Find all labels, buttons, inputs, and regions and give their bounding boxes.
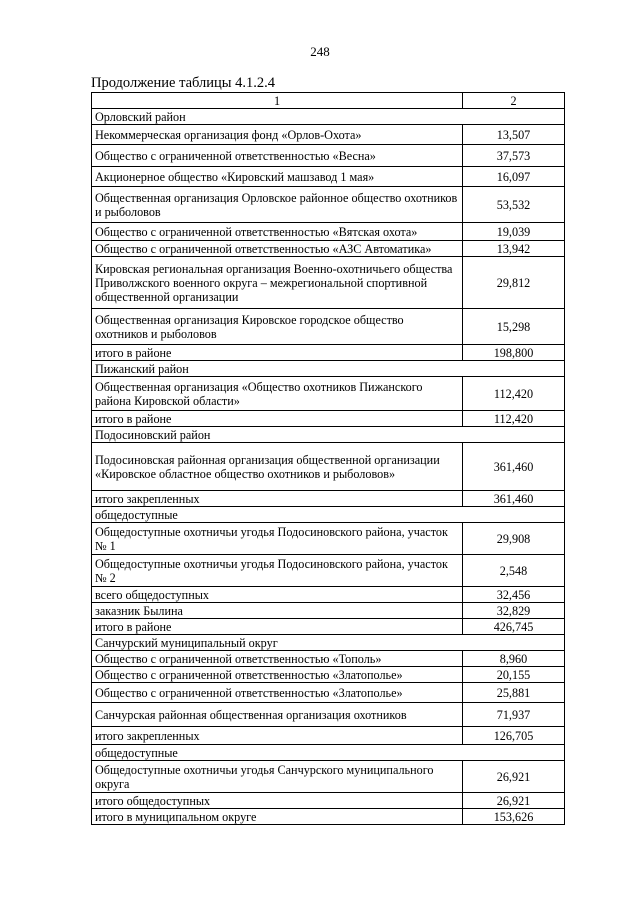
table-row — [92, 167, 565, 187]
organization-name: итого закрепленных — [92, 491, 463, 507]
table-row — [92, 587, 565, 603]
table-row — [92, 411, 565, 427]
area-value: 361,460 — [463, 443, 565, 491]
column-header-1: 1 — [92, 93, 463, 109]
area-value: 29,908 — [463, 523, 565, 555]
area-value: 32,456 — [463, 587, 565, 603]
area-value: 19,039 — [463, 223, 565, 241]
area-value: 8,960 — [463, 651, 565, 667]
table-row — [92, 377, 565, 411]
area-value: 15,298 — [463, 309, 565, 345]
area-value: 153,626 — [463, 809, 565, 825]
organization-name: заказник Былина — [92, 603, 463, 619]
area-value: 71,937 — [463, 703, 565, 727]
table-row — [92, 125, 565, 145]
area-value: 16,097 — [463, 167, 565, 187]
organization-name: итого закрепленных — [92, 727, 463, 745]
organization-name: Подосиновская районная организация общественной организации «Кировское областное общество охотников и рыболовов» — [92, 443, 463, 491]
section-row — [92, 109, 565, 125]
organization-name: Общество с ограниченной ответственностью «Вятская охота» — [92, 223, 463, 241]
organization-name: итого общедоступных — [92, 793, 463, 809]
organization-name: итого в районе — [92, 411, 463, 427]
table-row — [92, 793, 565, 809]
table-row — [92, 703, 565, 727]
table-header-row — [92, 93, 565, 109]
table-row — [92, 257, 565, 309]
organization-name: Общественная организация Орловское районное общество охотников и рыболовов — [92, 187, 463, 223]
organization-name: итого в районе — [92, 619, 463, 635]
section-title: Подосиновский район — [92, 427, 565, 443]
table-caption: Продолжение таблицы 4.1.2.4 — [91, 75, 276, 91]
table-row — [92, 491, 565, 507]
organization-name: Общество с ограниченной ответственностью «Златополье» — [92, 667, 463, 683]
table-row — [92, 523, 565, 555]
area-value: 20,155 — [463, 667, 565, 683]
organization-name: Санчурская районная общественная организация охотников — [92, 703, 463, 727]
organization-name: Общество с ограниченной ответственностью «Златополье» — [92, 683, 463, 703]
organization-name: Общественная организация «Общество охотников Пижанского района Кировской области» — [92, 377, 463, 411]
area-value: 37,573 — [463, 145, 565, 167]
organization-name: всего общедоступных — [92, 587, 463, 603]
area-value: 29,812 — [463, 257, 565, 309]
area-value: 112,420 — [463, 377, 565, 411]
section-title: Пижанский район — [92, 361, 565, 377]
area-value: 13,507 — [463, 125, 565, 145]
section-row — [92, 635, 565, 651]
table-row — [92, 667, 565, 683]
area-value: 361,460 — [463, 491, 565, 507]
organization-name: Общество с ограниченной ответственностью «Тополь» — [92, 651, 463, 667]
table-row — [92, 443, 565, 491]
section-title: общедоступные — [92, 507, 565, 523]
table-row — [92, 145, 565, 167]
area-value: 26,921 — [463, 761, 565, 793]
section-title: Санчурский муниципальный округ — [92, 635, 565, 651]
area-value: 112,420 — [463, 411, 565, 427]
table-row — [92, 345, 565, 361]
organization-name: Общедоступные охотничьи угодья Санчурского муниципального округа — [92, 761, 463, 793]
organization-name: Общество с ограниченной ответственностью «АЗС Автоматика» — [92, 241, 463, 257]
data-table — [91, 92, 565, 825]
table-row — [92, 241, 565, 257]
table-row — [92, 809, 565, 825]
organization-name: итого в районе — [92, 345, 463, 361]
table-row — [92, 603, 565, 619]
area-value: 2,548 — [463, 555, 565, 587]
organization-name: Общество с ограниченной ответственностью «Весна» — [92, 145, 463, 167]
column-header-2: 2 — [463, 93, 565, 109]
section-row — [92, 745, 565, 761]
area-value: 198,800 — [463, 345, 565, 361]
organization-name: Общественная организация Кировское городское общество охотников и рыболовов — [92, 309, 463, 345]
section-row — [92, 507, 565, 523]
organization-name: итого в муниципальном округе — [92, 809, 463, 825]
table-row — [92, 223, 565, 241]
organization-name: Кировская региональная организация Военно-охотничьего общества Приволжского военного округа – межрегиональной спортивной общественной организации — [92, 257, 463, 309]
organization-name: Общедоступные охотничьи угодья Подосиновского района, участок № 1 — [92, 523, 463, 555]
area-value: 13,942 — [463, 241, 565, 257]
area-value: 53,532 — [463, 187, 565, 223]
table-row — [92, 683, 565, 703]
table-row — [92, 651, 565, 667]
table-row — [92, 761, 565, 793]
table-row — [92, 309, 565, 345]
section-row — [92, 361, 565, 377]
section-title: Орловский район — [92, 109, 565, 125]
table-row — [92, 555, 565, 587]
table-row — [92, 727, 565, 745]
organization-name: Общедоступные охотничьи угодья Подосиновского района, участок № 2 — [92, 555, 463, 587]
table-row — [92, 619, 565, 635]
organization-name: Некоммерческая организация фонд «Орлов-Охота» — [92, 125, 463, 145]
area-value: 26,921 — [463, 793, 565, 809]
section-title: общедоступные — [92, 745, 565, 761]
organization-name: Акционерное общество «Кировский машзавод 1 мая» — [92, 167, 463, 187]
page-number: 248 — [310, 44, 330, 59]
area-value: 25,881 — [463, 683, 565, 703]
section-row — [92, 427, 565, 443]
area-value: 126,705 — [463, 727, 565, 745]
area-value: 32,829 — [463, 603, 565, 619]
table-row — [92, 187, 565, 223]
area-value: 426,745 — [463, 619, 565, 635]
